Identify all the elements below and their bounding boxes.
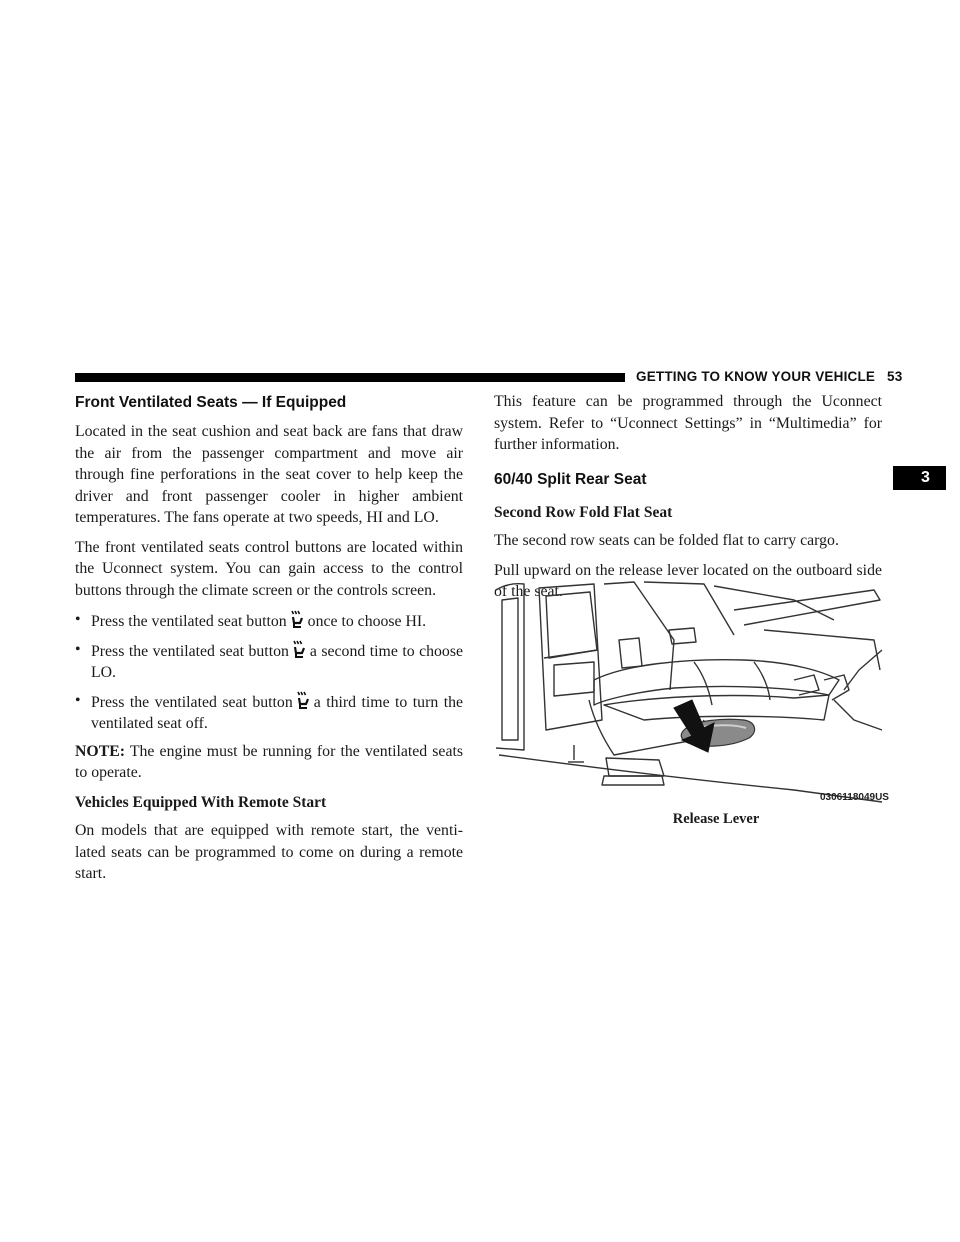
list-item: • Press the ventilated seat button a second time to choose LO.: [75, 640, 463, 681]
header-rule: [75, 373, 625, 382]
left-column: [75, 393, 463, 893]
ventilated-seat-icon: [295, 690, 311, 710]
chapter-tab[interactable]: 3: [893, 466, 946, 490]
note-label: NOTE:: [75, 742, 126, 760]
section-heading: Front Ventilated Seats — If Equipped: [75, 394, 347, 411]
subheading: Second Row Fold Flat Seat: [494, 503, 673, 521]
right-column: [494, 391, 882, 611]
paragraph: Located in the seat cushion and seat back are fans that draw the air from the passenger compartment and move air through fine perforations in the seat cover to help keep the driver and front passenger cooler in higher ambient temperatures. The fans operate at two speeds, HI and LO.: [75, 423, 463, 526]
note: [75, 741, 463, 784]
paragraph: The front ventilated seats control buttons are located within the Uconnect system. You can gain access to the control buttons through the climate screen or the controls screen.: [75, 538, 463, 599]
paragraph: The second row seats can be folded flat to carry cargo.: [494, 532, 839, 549]
page-number: 53: [886, 369, 903, 384]
running-header: [636, 369, 902, 384]
note-text: The engine must be running for the ventilated seats to operate.: [75, 742, 463, 781]
list-item: • Press the ventilated seat button a third time to turn the ventilated seat off.: [75, 691, 464, 732]
list-item: • Press the ventilated seat button once to choose HI.: [75, 611, 427, 630]
ventilated-seat-icon: [291, 639, 307, 659]
paragraph: This feature can be programmed through the Uconnect system. Refer to “Uconnect Settings” in “Multimedia” for further information.: [494, 393, 882, 453]
bullet-dot: •: [75, 691, 81, 709]
figure-code: 0306118049US: [820, 792, 889, 803]
section-title: GETTING TO KNOW YOUR VEHICLE: [636, 369, 876, 384]
subheading: Vehicles Equipped With Remote Start: [75, 793, 327, 811]
release-lever-illustration: [494, 580, 889, 808]
paragraph: Pull upward on the release lever located on the outboard side of the seat.: [494, 561, 882, 600]
paragraph: On models that are equipped with remote start, the venti-lated seats can be programmed to come on during a remote start.: [75, 822, 463, 882]
bullet-dot: •: [75, 640, 81, 658]
seat-line-drawing: [494, 580, 889, 808]
ventilated-seat-icon: [289, 609, 305, 629]
figure-caption: Release Lever: [672, 811, 760, 827]
section-heading: 60/40 Split Rear Seat: [494, 470, 647, 488]
bullet-dot: •: [75, 611, 81, 628]
